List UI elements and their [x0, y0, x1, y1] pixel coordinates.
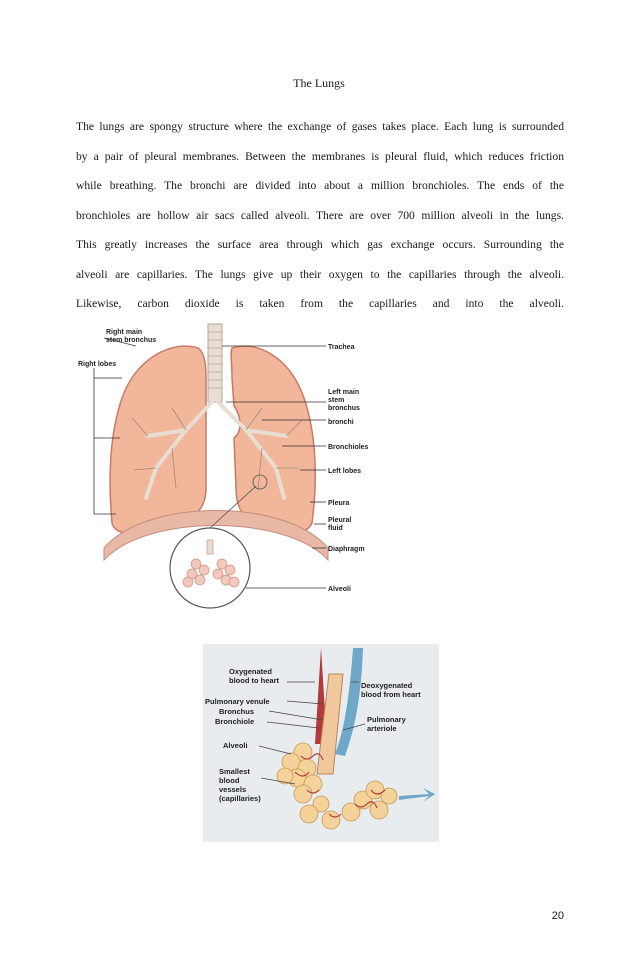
label-pulmonary-venule: Pulmonary venule: [205, 697, 270, 706]
paragraph-line: Likewise, carbon dioxide is taken from the capillaries and into the alveoli.: [76, 297, 564, 310]
right-lung-shape: [110, 346, 206, 533]
label-left-lobes: Left lobes: [328, 468, 362, 475]
label-left-main-stem-3: bronchus: [328, 405, 360, 412]
label-right-main-stem-bronchus: Right main: [106, 329, 143, 336]
label-bronchus: Bronchus: [219, 707, 255, 716]
label-pleura: Pleura: [328, 500, 350, 507]
page-title: The Lungs: [293, 76, 345, 90]
paragraph-line: This greatly increases the surface area through which gas exchange occurs. Surrounding the: [76, 238, 564, 251]
alveoli-diagram: [203, 644, 439, 842]
label-deoxygenated-2: blood from heart: [361, 690, 421, 699]
paragraph-line: by a pair of pleural membranes. Between the membranes is pleural fluid, which reduces friction: [76, 149, 564, 163]
label-smallest-vessels-4: (capillaries): [219, 794, 261, 803]
label-oxygenated-2: blood to heart: [229, 676, 279, 685]
label-right-lobes: Right lobes: [78, 361, 117, 368]
paragraph-line: while breathing. The bronchi are divided into about a million bronchioles. The ends of the: [76, 179, 564, 192]
trachea-shape: [208, 324, 222, 402]
label-oxygenated: Oxygenated: [229, 667, 272, 676]
label-bronchioles: Bronchioles: [328, 444, 369, 451]
body-paragraph: [76, 119, 564, 326]
label-pleural-fluid-2: fluid: [328, 525, 343, 532]
label-bronchiole: Bronchiole: [215, 717, 255, 726]
label-smallest-vessels-3: vessels: [219, 785, 247, 794]
label-right-main-stem-bronchus-2: stem bronchus: [106, 337, 157, 344]
label-diaphragm: Diaphragm: [328, 546, 365, 553]
lungs-diagram: [76, 318, 396, 611]
label-left-main-stem-2: stem: [328, 397, 345, 404]
paragraph-line: alveoli are capillaries. The lungs give up their oxygen to the capillaries through the alveoli.: [76, 267, 564, 281]
label-alveoli: Alveoli: [223, 741, 248, 750]
page-number: 20: [551, 910, 564, 922]
paragraph-line: The lungs are spongy structure where the exchange of gases takes place. Each lung is surrounded: [76, 120, 564, 133]
label-pleural-fluid: Pleural: [328, 517, 352, 524]
label-bronchi: bronchi: [328, 419, 354, 426]
label-smallest-vessels-2: blood: [219, 776, 240, 785]
label-smallest-vessels: Smallest: [219, 767, 250, 776]
label-alveoli: Alveoli: [328, 586, 351, 593]
left-lung-shape: [231, 346, 315, 533]
label-trachea: Trachea: [328, 344, 355, 351]
paragraph-line: bronchioles are hollow air sacs called alveoli. There are over 700 million alveoli in the lungs.: [76, 208, 564, 222]
label-pulmonary-arteriole-2: arteriole: [367, 724, 397, 733]
label-left-main-stem: Left main: [328, 389, 360, 396]
label-deoxygenated: Deoxygenated: [361, 681, 413, 690]
label-pulmonary-arteriole: Pulmonary: [367, 715, 406, 724]
